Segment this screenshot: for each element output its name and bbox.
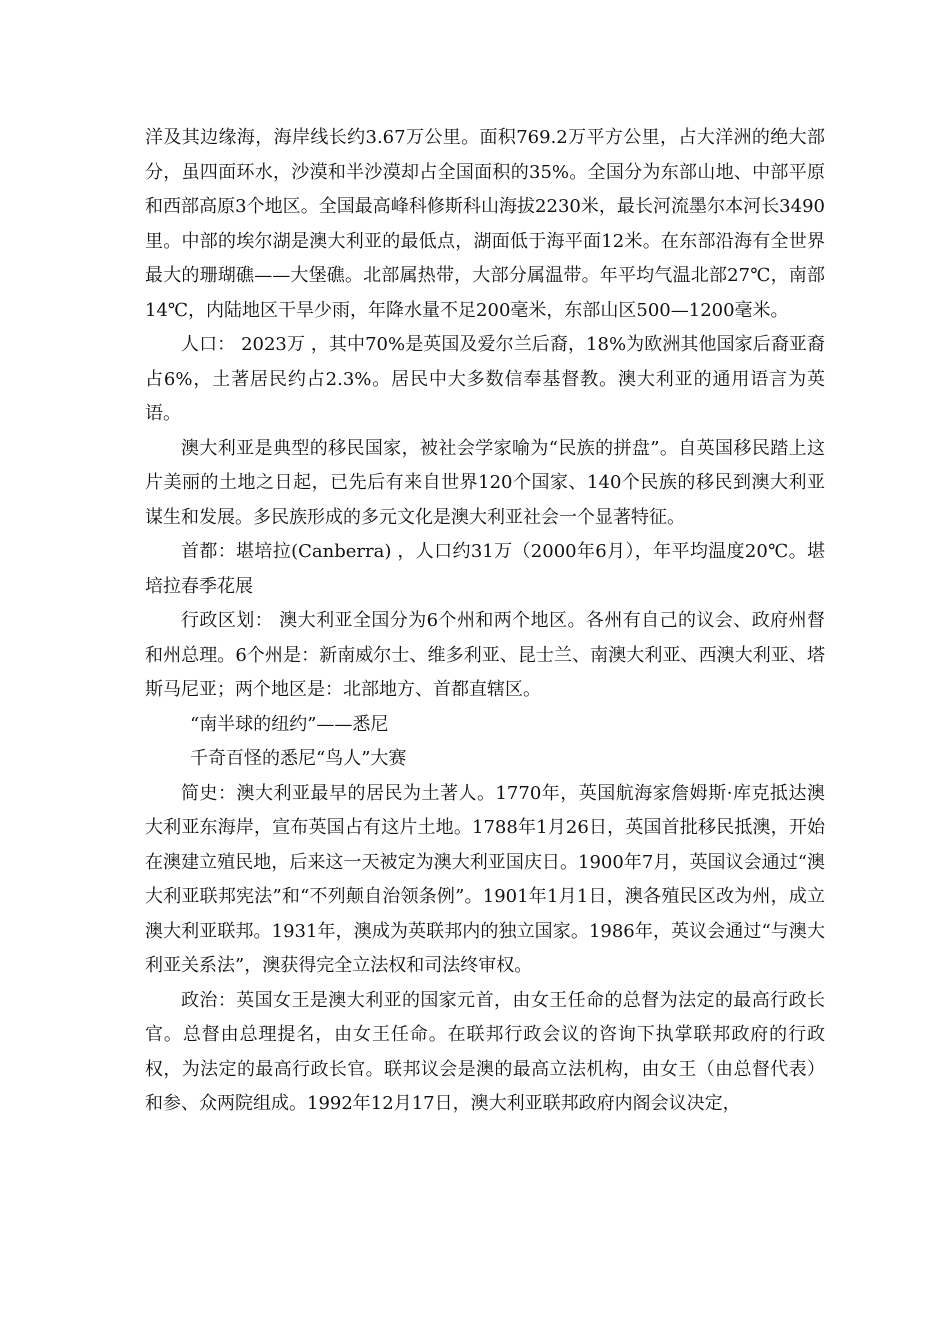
paragraph-geography: 洋及其边缘海，海岸线长约3.67万公里。面积769.2万平方公里，占大洋洲的绝大部分，虽四面环水，沙漠和半沙漠却占全国面积的35%。全国分为东部山地、中部平原和西部高原3个地区。全国最高峰科修斯科山海拔2230米，最长河流墨尔本河长3490里。中部的埃尔湖是澳大利亚的最低点，湖面低于海平面12米。在东部沿海有全世界最大的珊瑚礁——大堡礁。北部属热带，大部分属温带。年平均气温北部27℃，南部14℃，内陆地区干旱少雨，年降水量不足200毫米，东部山区500—1200毫米。 bbox=[145, 127, 825, 321]
document-body bbox=[145, 121, 825, 1122]
paragraph-administration: 行政区划： 澳大利亚全国分为6个州和两个地区。各州有自己的议会、政府州督和州总理。6个州是：新南威尔士、维多利亚、昆士兰、南澳大利亚、西澳大利亚、塔斯马尼亚；两个地区是：北部地方、首都直辖区。 bbox=[145, 610, 825, 700]
heading-birdman-contest: 千奇百怪的悉尼“鸟人”大赛 bbox=[190, 748, 407, 769]
heading-sydney: “南半球的纽约”——悉尼 bbox=[190, 713, 389, 735]
paragraph-immigration: 澳大利亚是典型的移民国家，被社会学家喻为“民族的拼盘”。自英国移民踏上这片美丽的土地之日起，已先后有来自世界120个国家、140个民族的移民到澳大利亚谋生和发展。多民族形成的多元文化是澳大利亚社会一个显著特征。 bbox=[145, 437, 825, 528]
paragraph-politics: 政治：英国女王是澳大利亚的国家元首，由女王任命的总督为法定的最高行政长官。总督由总理提名，由女王任命。在联邦行政会议的咨询下执掌联邦政府的行政权，为法定的最高行政长官。联邦议会是澳的最高立法机构，由女王（由总督代表）和参、众两院组成。1992年12月17日，澳大利亚联邦政府内阁会议决定， bbox=[145, 989, 825, 1114]
paragraph-history: 简史：澳大利亚最早的居民为土著人。1770年，英国航海家詹姆斯·库克抵达澳大利亚东海岸，宣布英国占有这片土地。1788年1月26日，英国首批移民抵澳，开始在澳建立殖民地，后来这一天被定为澳大利亚国庆日。1900年7月，英国议会通过“澳大利亚联邦宪法”和“不列颠自治领条例”。1901年1月1日，澳各殖民区改为州，成立澳大利亚联邦。1931年，澳成为英联邦内的独立国家。1986年，英议会通过“与澳大利亚关系法”，澳获得完全立法权和司法终审权。 bbox=[145, 782, 825, 976]
paragraph-capital: 首都：堪培拉(Canberra) ，人口约31万（2000年6月），年平均温度20℃。堪培拉春季花展 bbox=[145, 541, 825, 597]
paragraph-population: 人口： 2023万 ，其中70%是英国及爱尔兰后裔，18%为欧洲其他国家后裔亚裔占6%，土著居民约占2.3%。居民中大多数信奉基督教。澳大利亚的通用语言为英语。 bbox=[145, 334, 825, 424]
